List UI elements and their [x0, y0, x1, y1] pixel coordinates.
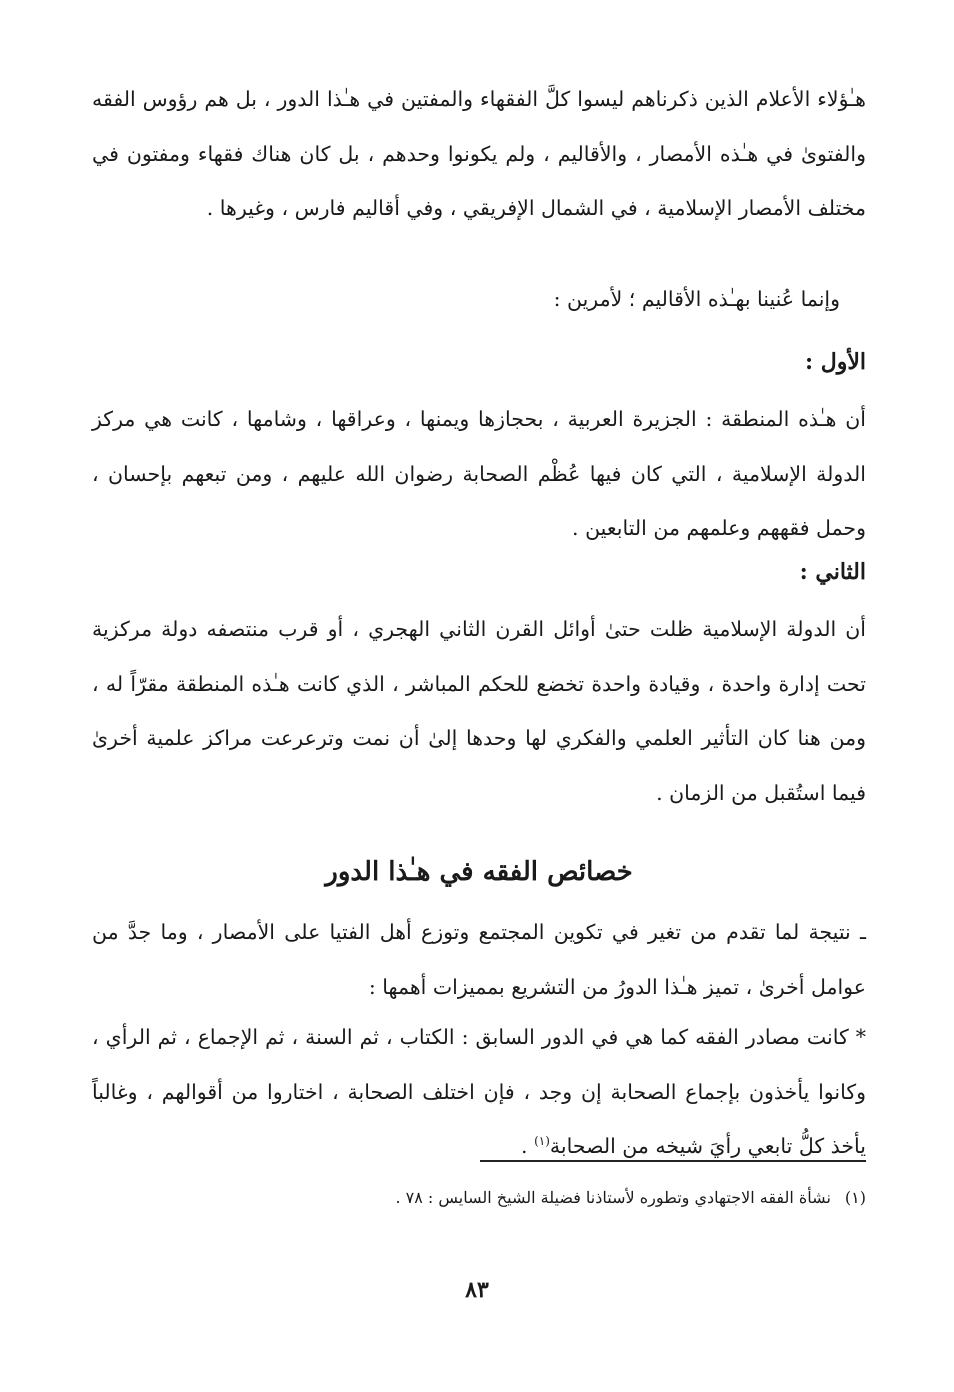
paragraph-characteristics-intro [92, 905, 866, 1014]
paragraph-text: وإنما عُنينا بهـٰذه الأقاليم ؛ لأمرين : [553, 287, 840, 311]
footnote [92, 1183, 866, 1213]
paragraph-sources [92, 1010, 866, 1174]
paragraph-two-reasons [92, 272, 866, 327]
section-title: خصائص الفقه في هـٰذا الدور [325, 857, 633, 887]
paragraph-end: . [521, 1134, 535, 1158]
paragraph-second-reason [92, 602, 866, 820]
paragraph-scholars [92, 72, 866, 236]
paragraph-text: أن الدولة الإسلامية ظلت حتىٰ أوائل القرن الثاني الهجري ، أو قرب منتصفه دولة مركزية تحت إدارة واحدة ، وقيادة واحدة تخضع للحكم المباشر ، الذي كانت هـٰذه المنطقة مقرّاً له ، ومن هنا كان التأثير العلمي والفكري لها وحدها إلىٰ أن نمت وترعرعت مراكز علمية أخرىٰ فيما استُقبل من الزمان . [92, 617, 866, 805]
footnote-number: (١) [844, 1188, 866, 1207]
footnote-text: نشأة الفقه الاجتهادي وتطوره لأستاذنا فضيلة الشيخ السايس : ٧٨ . [395, 1188, 831, 1207]
heading-first: الأول : [804, 349, 866, 375]
paragraph-text: ـ نتيجة لما تقدم من تغير في تكوين المجتمع وتوزع أهل الفتيا على الأمصار ، وما جدَّ من عوامل أخرىٰ ، تميز هـٰذا الدورُ من التشريع بمميزات أهمها : [92, 920, 866, 999]
footnote-divider [480, 1160, 866, 1162]
paragraph-first-reason [92, 392, 866, 556]
footnote-reference: (١) [534, 1134, 550, 1149]
paragraph-text: * كانت مصادر الفقه كما هي في الدور السابق : الكتاب ، ثم السنة ، ثم الإجماع ، ثم الرأي ، وكانوا يأخذون بإجماع الصحابة إن وجد ، فإن اختلف الصحابة ، اختاروا من أقوالهم ، وغالباً يأخذ كلُّ تابعي رأيَ شيخه من الصحابة [92, 1025, 866, 1158]
paragraph-text: هـٰؤلاء الأعلام الذين ذكرناهم ليسوا كلَّ الفقهاء والمفتين في هـٰذا الدور ، بل هم رؤوس الفقه والفتوىٰ في هـٰذه الأمصار ، والأقاليم ، ولم يكونوا وحدهم ، بل كان هناك فقهاء ومفتون في مختلف الأمصار الإسلامية ، في الشمال الإفريقي ، وفي أقاليم فارس ، وغيرها . [92, 87, 866, 220]
paragraph-text: أن هـٰذه المنطقة : الجزيرة العربية ، بحجازها ويمنها ، وعراقها ، وشامها ، كانت هي مركز الدولة الإسلامية ، التي كان فيها عُظْم الصحابة رضوان الله عليهم ، ومن تبعهم بإحسان ، وحمل فقههم وعلمهم من التابعين . [92, 407, 866, 540]
heading-second: الثاني : [799, 559, 866, 585]
page-number: ٨٣ [465, 1277, 489, 1303]
